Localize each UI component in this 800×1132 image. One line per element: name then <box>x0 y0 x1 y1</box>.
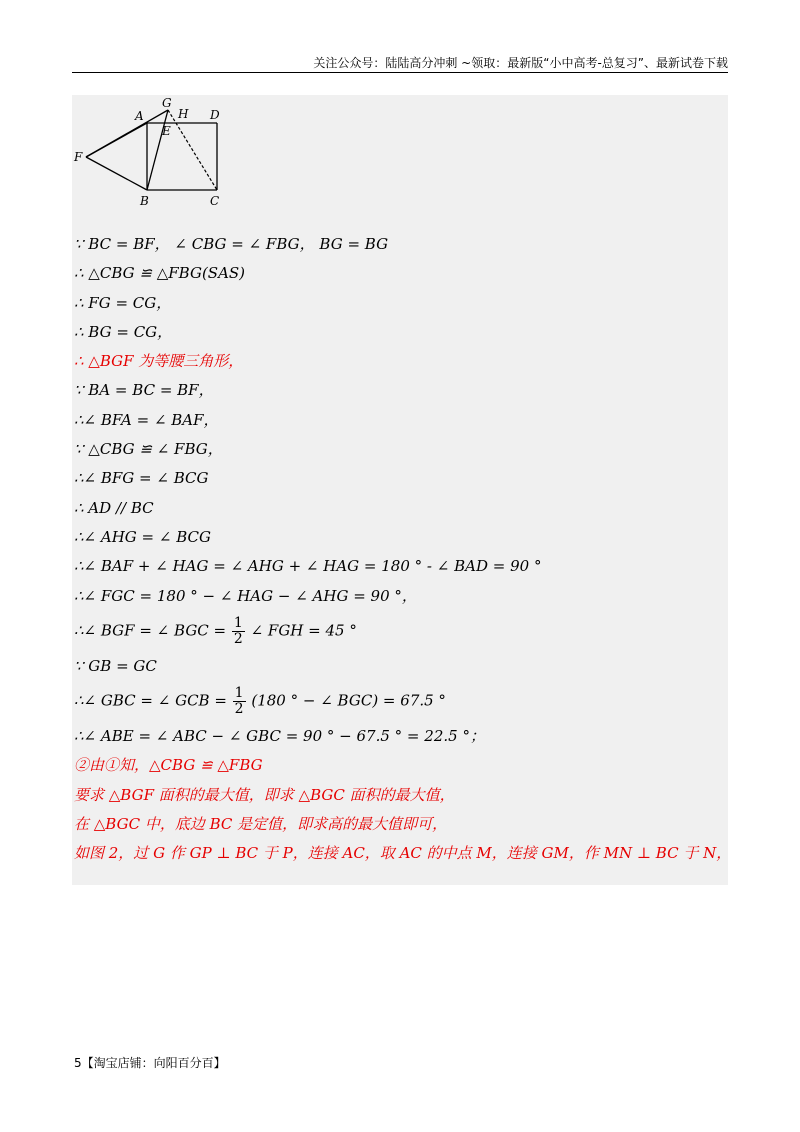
content-area <box>72 95 732 885</box>
solution-lines <box>74 235 732 874</box>
solution-line: 要求 △BGF 面积的最大值，即求 △BGC 面积的最大值， <box>74 785 455 804</box>
solution-line: ∴ BG = CG， <box>74 322 173 341</box>
segment-FB <box>86 157 147 190</box>
label-F: F <box>74 150 83 164</box>
solution-line: ∵ BA = BC = BF， <box>74 381 214 400</box>
label-D: D <box>210 108 220 122</box>
solution-line: ∴∠ AHG = ∠ BCG <box>74 527 211 546</box>
solution-line: ∵ BC = BF， ∠ CBG = ∠ FBG， BG = BG <box>74 235 389 253</box>
solution-line: ∴ FG = CG， <box>74 293 172 312</box>
label-B: B <box>140 194 149 208</box>
label-E: E <box>162 124 171 138</box>
header-divider <box>72 72 728 73</box>
page-footer: 5【淘宝店铺：向阳百分百】 <box>74 1056 226 1070</box>
solution-line: ∴∠ ABE = ∠ ABC − ∠ GBC = 90 ° − 67.5 ° = 22.5 °； <box>74 727 485 746</box>
label-A: A <box>135 109 144 123</box>
label-G: G <box>162 96 172 110</box>
solution-line: ∴∠ BFA = ∠ BAF， <box>74 410 219 429</box>
segment-GB <box>147 110 168 190</box>
fraction-one-half: $\frac{1}{2}$ <box>234 685 244 718</box>
solution-line: ∴∠ GBC = ∠ GCB = $\frac{1}{2}$ (180 ° − ∠ BGC) = 67.5 ° <box>74 685 446 718</box>
solution-line: 在 △BGC 中，底边 BC 是定值，即求高的最大值即可， <box>74 815 448 834</box>
solution-line: ∵ △CBG ≌ ∠ FBG， <box>74 440 223 459</box>
geometry-figure <box>72 95 232 211</box>
geometry-diagram <box>72 95 232 211</box>
segment-FG <box>86 110 168 157</box>
solution-line: ∴∠ BGF = ∠ BGC = $\frac{1}{2}$ ∠ FGH = 45 ° <box>74 614 357 647</box>
solution-line: ∴ △CBG ≌ △FBG(SAS) <box>74 264 246 283</box>
solution-line: ②由①知，△CBG ≌ △FBG <box>74 756 263 775</box>
solution-line: 如图 2，过 G 作 GP ⊥ BC 于 P，连接 AC，取 AC 的中点 M，连接 GM，作 MN ⊥ BC 于 N， <box>74 844 732 863</box>
solution-line: ∴∠ BFG = ∠ BCG <box>74 469 209 488</box>
label-H: H <box>178 107 189 121</box>
segment-GC-dashed <box>168 110 217 190</box>
solution-line: ∴∠ FGC = 180 ° − ∠ HAG − ∠ AHG = 90 °， <box>74 586 417 605</box>
page-header: 关注公众号：陆陆高分冲刺 ~领取：最新版“小中高考-总复习”、最新试卷下载 <box>313 56 728 70</box>
solution-line: ∴ AD // BC <box>74 498 154 517</box>
solution-line: ∴∠ BAF + ∠ HAG = ∠ AHG + ∠ HAG = 180 ° - ∠ BAD = 90 ° <box>74 557 542 576</box>
fraction-one-half: $\frac{1}{2}$ <box>233 614 243 647</box>
label-C: C <box>210 194 220 208</box>
solution-line: ∴ △BGF 为等腰三角形， <box>74 352 244 371</box>
solution-line: ∵ GB = GC <box>74 656 157 675</box>
